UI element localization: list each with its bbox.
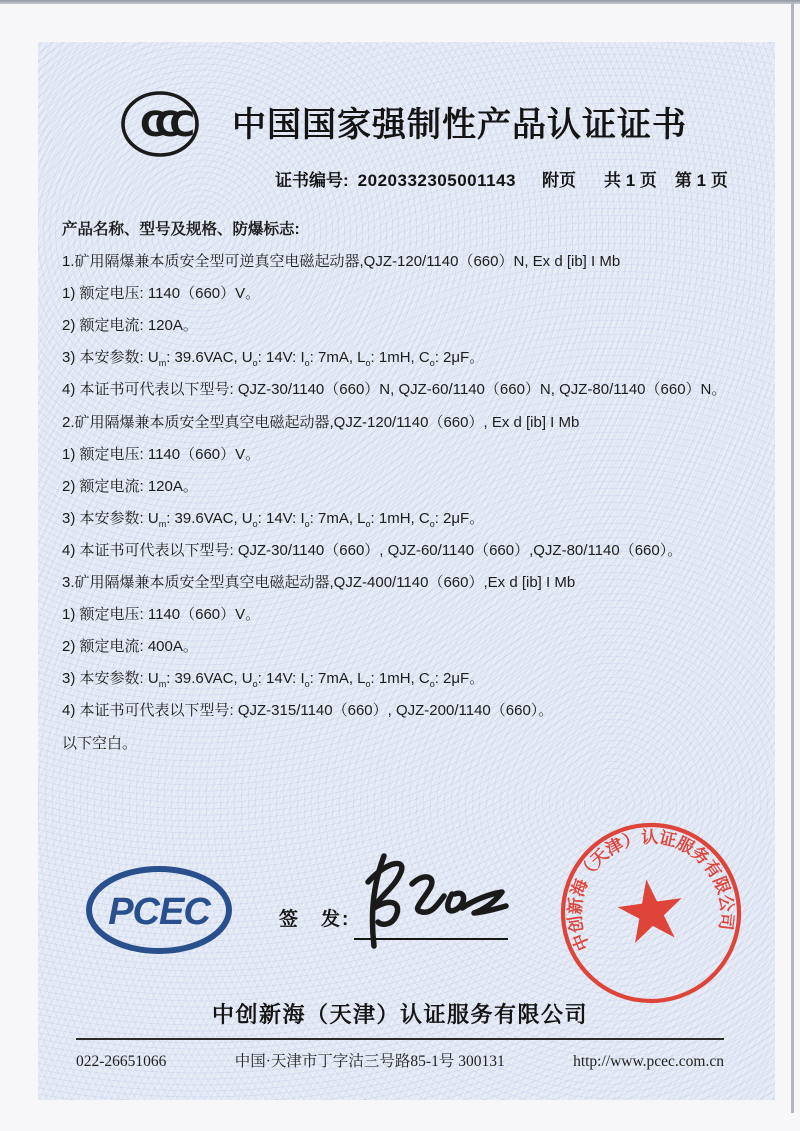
company-seal-stamp (544, 806, 759, 1021)
page-number: 第 1 页 (674, 171, 728, 190)
scan-edge-top (0, 0, 800, 4)
body-line: 4) 本证书可代表以下型号: QJZ-30/1140（660）, QJZ-60/1140（660）,QJZ-80/1140（660）。 (62, 541, 683, 559)
body-line: 4) 本证书可代表以下型号: QJZ-30/1140（660）N, QJZ-60/1140（660）N, QJZ-80/1140（660）N。 (62, 381, 727, 399)
attachment-label: 附页 (542, 171, 577, 190)
body-line: 4) 本证书可代表以下型号: QJZ-315/1140（660）, QJZ-200/1140（660）。 (62, 702, 554, 720)
body-line: 1) 额定电压: 1140（660）V。 (62, 445, 261, 463)
footer-phone: 022-26651066 (76, 1053, 167, 1070)
footer-address: 中国·天津市丁字沽三号路85-1号 300131 (234, 1053, 505, 1070)
signature (350, 848, 522, 952)
seal-star-icon (614, 875, 687, 945)
scan-edge-right (791, 2, 794, 1113)
body-line: 1.矿用隔爆兼本质安全型可逆真空电磁起动器,QJZ-120/1140（660）N, Ex d [ib] I Mb (62, 253, 621, 271)
footer (76, 1049, 724, 1071)
certificate-number-line (275, 166, 745, 191)
body-line: 3) 本安参数: $U_m$: 39.6VAC, $U_o$: 14V: $I_o$: 7mA, $L_o$: 1mH, $C_o$: 2μF。 (62, 670, 485, 690)
issuer-company-name: 中创新海（天津）认证服务有限公司 (211, 1002, 588, 1027)
body-line: 2) 额定电流: 400A。 (62, 638, 198, 656)
body-line: 2) 额定电流: 120A。 (62, 317, 198, 335)
body-line: 2.矿用隔爆兼本质安全型真空电磁起动器,QJZ-120/1140（660）, Ex d [ib] I Mb (62, 413, 580, 431)
footer-website: http://www.pcec.com.cn (573, 1053, 724, 1070)
svg-text:中创新海（天津）认证服务有限公司: 中创新海（天津）认证服务有限公司 (565, 827, 737, 954)
certificate-title: 中国国家强制性产品认证证书 (232, 106, 687, 144)
cert-no-label: 证书编号: (275, 171, 349, 190)
body-line: 1) 额定电压: 1140（660）V。 (62, 606, 261, 624)
svg-text:PCEC: PCEC (108, 891, 210, 933)
pcec-logo (84, 864, 234, 956)
ccc-mark-icon (118, 88, 202, 160)
body-line: 3) 本安参数: $U_m$: 39.6VAC, $U_o$: 14V: $I_o$: 7mA, $L_o$: 1mH, $C_o$: 2μF。 (62, 349, 485, 369)
svg-text:CCC: CCC (139, 105, 185, 145)
total-pages: 共 1 页 (604, 171, 657, 190)
footer-divider (76, 1038, 724, 1040)
body-line: 以下空白。 (62, 734, 138, 752)
body-line: 3.矿用隔爆兼本质安全型真空电磁起动器,QJZ-400/1140（660）,Ex d [ib] I Mb (62, 574, 576, 592)
body-line: 3) 本安参数: $U_m$: 39.6VAC, $U_o$: 14V: $I_o$: 7mA, $L_o$: 1mH, $C_o$: 2μF。 (62, 509, 485, 529)
body-line: 2) 额定电流: 120A。 (62, 477, 198, 495)
product-details (62, 214, 752, 760)
body-line: 1) 额定电压: 1140（660）V。 (62, 285, 261, 303)
cert-no-value: 2020332305001143 (357, 171, 517, 190)
signed-by-label: 签 发: (279, 909, 351, 930)
section-heading: 产品名称、型号及规格、防爆标志: (62, 221, 300, 238)
